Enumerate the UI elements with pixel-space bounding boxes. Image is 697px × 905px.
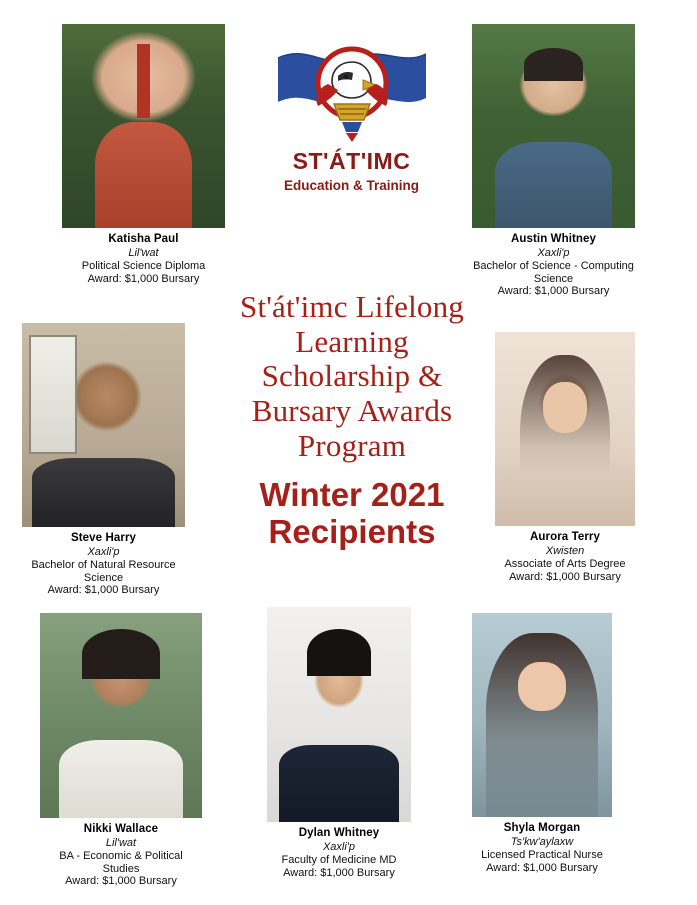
recipient-caption bbox=[22, 532, 185, 597]
page-title bbox=[213, 290, 491, 464]
recipient-caption bbox=[472, 822, 612, 874]
recipient-award: Award: $1,000 Bursary bbox=[87, 272, 200, 285]
recipient-nation: Xaxli'p bbox=[537, 246, 570, 259]
recipient-program: Bachelor of Science - Computing Science bbox=[473, 259, 634, 285]
recipient-nation: Xaxli'p bbox=[322, 840, 356, 853]
portrait-katisha-paul bbox=[62, 24, 225, 228]
portrait-steve-harry bbox=[22, 323, 185, 527]
recipient-program: Licensed Practical Nurse bbox=[481, 848, 603, 861]
recipient-card-dylan-whitney bbox=[267, 607, 411, 879]
recipient-award: Award: $1,000 Bursary bbox=[497, 285, 610, 298]
recipient-caption bbox=[40, 823, 202, 888]
recipient-award: Award: $1,000 Bursary bbox=[486, 861, 598, 874]
recipient-card-austin-whitney bbox=[472, 24, 635, 298]
recipient-caption bbox=[472, 233, 635, 298]
title-line-3: Scholarship & bbox=[261, 358, 443, 394]
page-subtitle bbox=[213, 476, 491, 551]
recipient-nation: Xaxli'p bbox=[87, 545, 120, 558]
portrait-nikki-wallace bbox=[40, 613, 202, 818]
portrait-aurora-terry bbox=[495, 332, 635, 526]
eagle-crest-icon bbox=[268, 36, 435, 146]
recipient-program: Faculty of Medicine MD bbox=[281, 853, 397, 866]
recipient-award: Award: $1,000 Bursary bbox=[65, 875, 177, 888]
recipient-award: Award: $1,000 Bursary bbox=[283, 866, 395, 879]
recipient-name: Aurora Terry bbox=[529, 531, 600, 543]
portrait-austin-whitney bbox=[472, 24, 635, 228]
recipient-name: Nikki Wallace bbox=[83, 823, 159, 835]
recipient-program: BA - Economic & Political Studies bbox=[59, 849, 183, 875]
recipient-nation: Ts'kw'aylaxw bbox=[510, 835, 574, 848]
recipient-caption bbox=[495, 531, 635, 583]
poster-title-block bbox=[213, 290, 491, 551]
logo-wordmark: ST'ÁT'IMC bbox=[292, 148, 411, 174]
recipient-card-nikki-wallace bbox=[40, 613, 202, 888]
recipient-card-katisha-paul bbox=[62, 24, 225, 285]
recipient-name: Austin Whitney bbox=[510, 233, 597, 245]
portrait-dylan-whitney bbox=[267, 607, 411, 822]
organization-logo bbox=[268, 36, 435, 206]
recipient-nation: Lil'wat bbox=[128, 246, 159, 259]
recipient-card-shyla-morgan bbox=[472, 613, 612, 874]
recipient-award: Award: $1,000 Bursary bbox=[47, 584, 160, 597]
recipient-name: Katisha Paul bbox=[108, 233, 179, 245]
recipient-nation: Lil'wat bbox=[105, 836, 137, 849]
recipient-name: Shyla Morgan bbox=[503, 822, 581, 834]
title-line-1: St'át'imc Lifelong bbox=[240, 289, 464, 324]
recipient-award: Award: $1,000 Bursary bbox=[509, 570, 621, 583]
recipient-nation: Xwisten bbox=[545, 544, 585, 557]
subtitle-line-1: Winter 2021 bbox=[259, 475, 445, 513]
logo-subtitle: Education & Training bbox=[283, 178, 419, 193]
recipient-card-aurora-terry bbox=[495, 332, 635, 583]
recipient-card-steve-harry bbox=[22, 323, 185, 597]
recipient-program: Bachelor of Natural Resource Science bbox=[31, 558, 176, 584]
recipient-name: Steve Harry bbox=[70, 532, 137, 544]
portrait-shyla-morgan bbox=[472, 613, 612, 817]
recipient-caption bbox=[62, 233, 225, 285]
recipient-program: Associate of Arts Degree bbox=[504, 557, 626, 570]
subtitle-line-2: Recipients bbox=[268, 513, 436, 551]
title-line-4: Bursary Awards bbox=[251, 393, 453, 429]
title-line-2: Learning bbox=[295, 323, 409, 359]
recipient-name: Dylan Whitney bbox=[298, 827, 380, 839]
title-line-5: Program bbox=[297, 427, 407, 463]
recipient-program: Political Science Diploma bbox=[81, 259, 206, 272]
recipient-caption bbox=[267, 827, 411, 879]
